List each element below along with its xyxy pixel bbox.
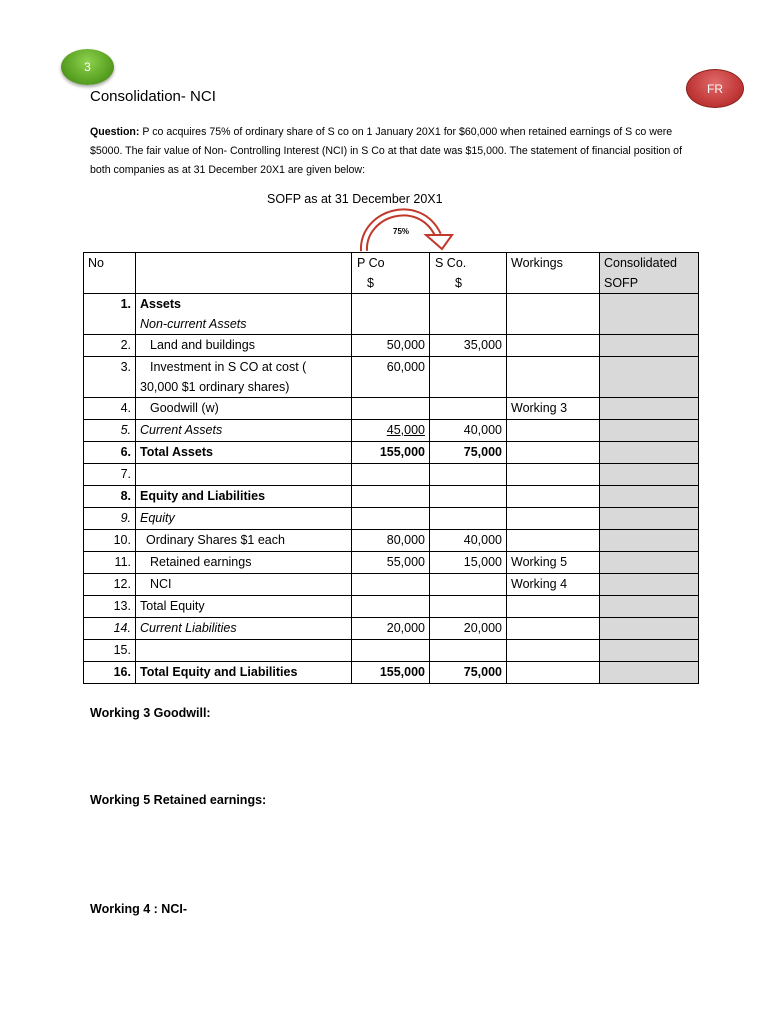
row-item: NCI	[136, 574, 352, 596]
row-workings	[507, 662, 600, 684]
page-number-badge: 3	[61, 49, 114, 85]
row-no: 9.	[84, 508, 136, 530]
table-row	[84, 464, 699, 486]
row-no: 7.	[84, 464, 136, 486]
row-item: Land and buildings	[136, 335, 352, 357]
table-row	[84, 552, 699, 574]
row-workings	[507, 530, 600, 552]
row-pco: 55,000	[352, 552, 430, 574]
row-workings	[507, 420, 600, 442]
table-row	[84, 398, 699, 420]
subject-badge: FR	[686, 69, 744, 108]
row-consolidated	[600, 442, 699, 464]
row-workings	[507, 596, 600, 618]
sofp-title: SOFP as at 31 December 20X1	[267, 192, 443, 206]
row-pco: 20,000	[352, 618, 430, 640]
row-pco	[352, 596, 430, 618]
row-no: 4.	[84, 398, 136, 420]
row-workings	[507, 464, 600, 486]
row-consolidated	[600, 486, 699, 508]
row-consolidated	[600, 530, 699, 552]
header-workings: Workings	[507, 253, 600, 294]
row-pco	[352, 640, 430, 662]
row-sco: 40,000	[430, 420, 507, 442]
row-workings: Working 5	[507, 552, 600, 574]
row-pco	[352, 508, 430, 530]
row-item: Ordinary Shares $1 each	[136, 530, 352, 552]
row-sco	[430, 574, 507, 596]
row-item: Goodwill (w)	[136, 398, 352, 420]
table-row	[84, 420, 699, 442]
row-workings	[507, 640, 600, 662]
row-no: 12.	[84, 574, 136, 596]
row-item	[136, 640, 352, 662]
row-pco: 60,000	[352, 357, 430, 398]
row-item: Equity	[136, 508, 352, 530]
row-consolidated	[600, 662, 699, 684]
table-row	[84, 618, 699, 640]
row-consolidated	[600, 508, 699, 530]
row-consolidated	[600, 464, 699, 486]
row-pco: 50,000	[352, 335, 430, 357]
row-sco: 35,000	[430, 335, 507, 357]
table-row	[84, 442, 699, 464]
row-sco	[430, 357, 507, 398]
header-sco: S Co. $	[430, 253, 507, 294]
row-no: 1.	[84, 294, 136, 335]
working-5-retained-earnings: Working 5 Retained earnings:	[90, 793, 267, 807]
row-item: Current Assets	[136, 420, 352, 442]
row-no: 11.	[84, 552, 136, 574]
question-paragraph	[90, 123, 690, 180]
row-sco: 75,000	[430, 442, 507, 464]
row-pco	[352, 294, 430, 335]
table-header-row	[84, 253, 699, 294]
row-no: 3.	[84, 357, 136, 398]
row-sco	[430, 508, 507, 530]
row-workings	[507, 294, 600, 335]
row-item	[136, 464, 352, 486]
row-consolidated	[600, 398, 699, 420]
table-row	[84, 574, 699, 596]
table-row	[84, 596, 699, 618]
row-pco: 155,000	[352, 442, 430, 464]
table-row	[84, 640, 699, 662]
row-no: 8.	[84, 486, 136, 508]
row-workings	[507, 442, 600, 464]
header-item	[136, 253, 352, 294]
header-no: No	[84, 253, 136, 294]
table-row	[84, 357, 699, 398]
row-sco	[430, 486, 507, 508]
row-workings	[507, 357, 600, 398]
ownership-percentage: 75%	[393, 227, 410, 236]
header-consolidated: Consolidated SOFP	[600, 253, 699, 294]
row-sco: 15,000	[430, 552, 507, 574]
row-no: 2.	[84, 335, 136, 357]
row-consolidated	[600, 596, 699, 618]
row-pco	[352, 398, 430, 420]
row-sco	[430, 294, 507, 335]
table-row	[84, 294, 699, 335]
row-pco: 80,000	[352, 530, 430, 552]
sofp-table	[83, 252, 699, 684]
row-no: 10.	[84, 530, 136, 552]
row-pco	[352, 574, 430, 596]
header-pco: P Co $	[352, 253, 430, 294]
row-workings: Working 4	[507, 574, 600, 596]
row-consolidated	[600, 335, 699, 357]
working-4-nci: Working 4 : NCI-	[90, 902, 187, 916]
question-text: P co acquires 75% of ordinary share of S co on 1 January 20X1 for $60,000 when retained earnings of S co were $5000. The fair value of Non- Controlling Interest (NCI) in S Co at that date was $15,000. The statement of financial position of both companies as at 31 December 20X1 are given below:	[90, 126, 683, 176]
row-no: 14.	[84, 618, 136, 640]
row-consolidated	[600, 294, 699, 335]
row-workings	[507, 618, 600, 640]
row-item: Current Liabilities	[136, 618, 352, 640]
row-pco	[352, 486, 430, 508]
row-consolidated	[600, 552, 699, 574]
table-row	[84, 508, 699, 530]
working-3-goodwill: Working 3 Goodwill:	[90, 706, 211, 720]
table-row	[84, 335, 699, 357]
row-workings	[507, 335, 600, 357]
row-item: Assets Non-current Assets	[136, 294, 352, 335]
row-pco: 45,000	[352, 420, 430, 442]
row-consolidated	[600, 574, 699, 596]
row-sco	[430, 464, 507, 486]
row-item: Total Assets	[136, 442, 352, 464]
row-no: 16.	[84, 662, 136, 684]
row-pco: 155,000	[352, 662, 430, 684]
row-consolidated	[600, 640, 699, 662]
row-no: 6.	[84, 442, 136, 464]
row-sco: 20,000	[430, 618, 507, 640]
table-row	[84, 486, 699, 508]
page-title: Consolidation- NCI	[90, 88, 216, 105]
row-item: Total Equity	[136, 596, 352, 618]
row-no: 5.	[84, 420, 136, 442]
row-item: Total Equity and Liabilities	[136, 662, 352, 684]
row-consolidated	[600, 618, 699, 640]
table-row	[84, 662, 699, 684]
row-workings	[507, 486, 600, 508]
row-no: 15.	[84, 640, 136, 662]
row-sco	[430, 640, 507, 662]
row-item: Investment in S CO at cost ( 30,000 $1 ordinary shares)	[136, 357, 352, 398]
row-no: 13.	[84, 596, 136, 618]
row-item: Equity and Liabilities	[136, 486, 352, 508]
row-pco	[352, 464, 430, 486]
row-workings	[507, 508, 600, 530]
question-label: Question:	[90, 126, 140, 138]
row-sco: 75,000	[430, 662, 507, 684]
row-sco	[430, 398, 507, 420]
row-sco: 40,000	[430, 530, 507, 552]
row-item: Retained earnings	[136, 552, 352, 574]
table-row	[84, 530, 699, 552]
row-sco	[430, 596, 507, 618]
row-consolidated	[600, 420, 699, 442]
row-consolidated	[600, 357, 699, 398]
row-workings: Working 3	[507, 398, 600, 420]
